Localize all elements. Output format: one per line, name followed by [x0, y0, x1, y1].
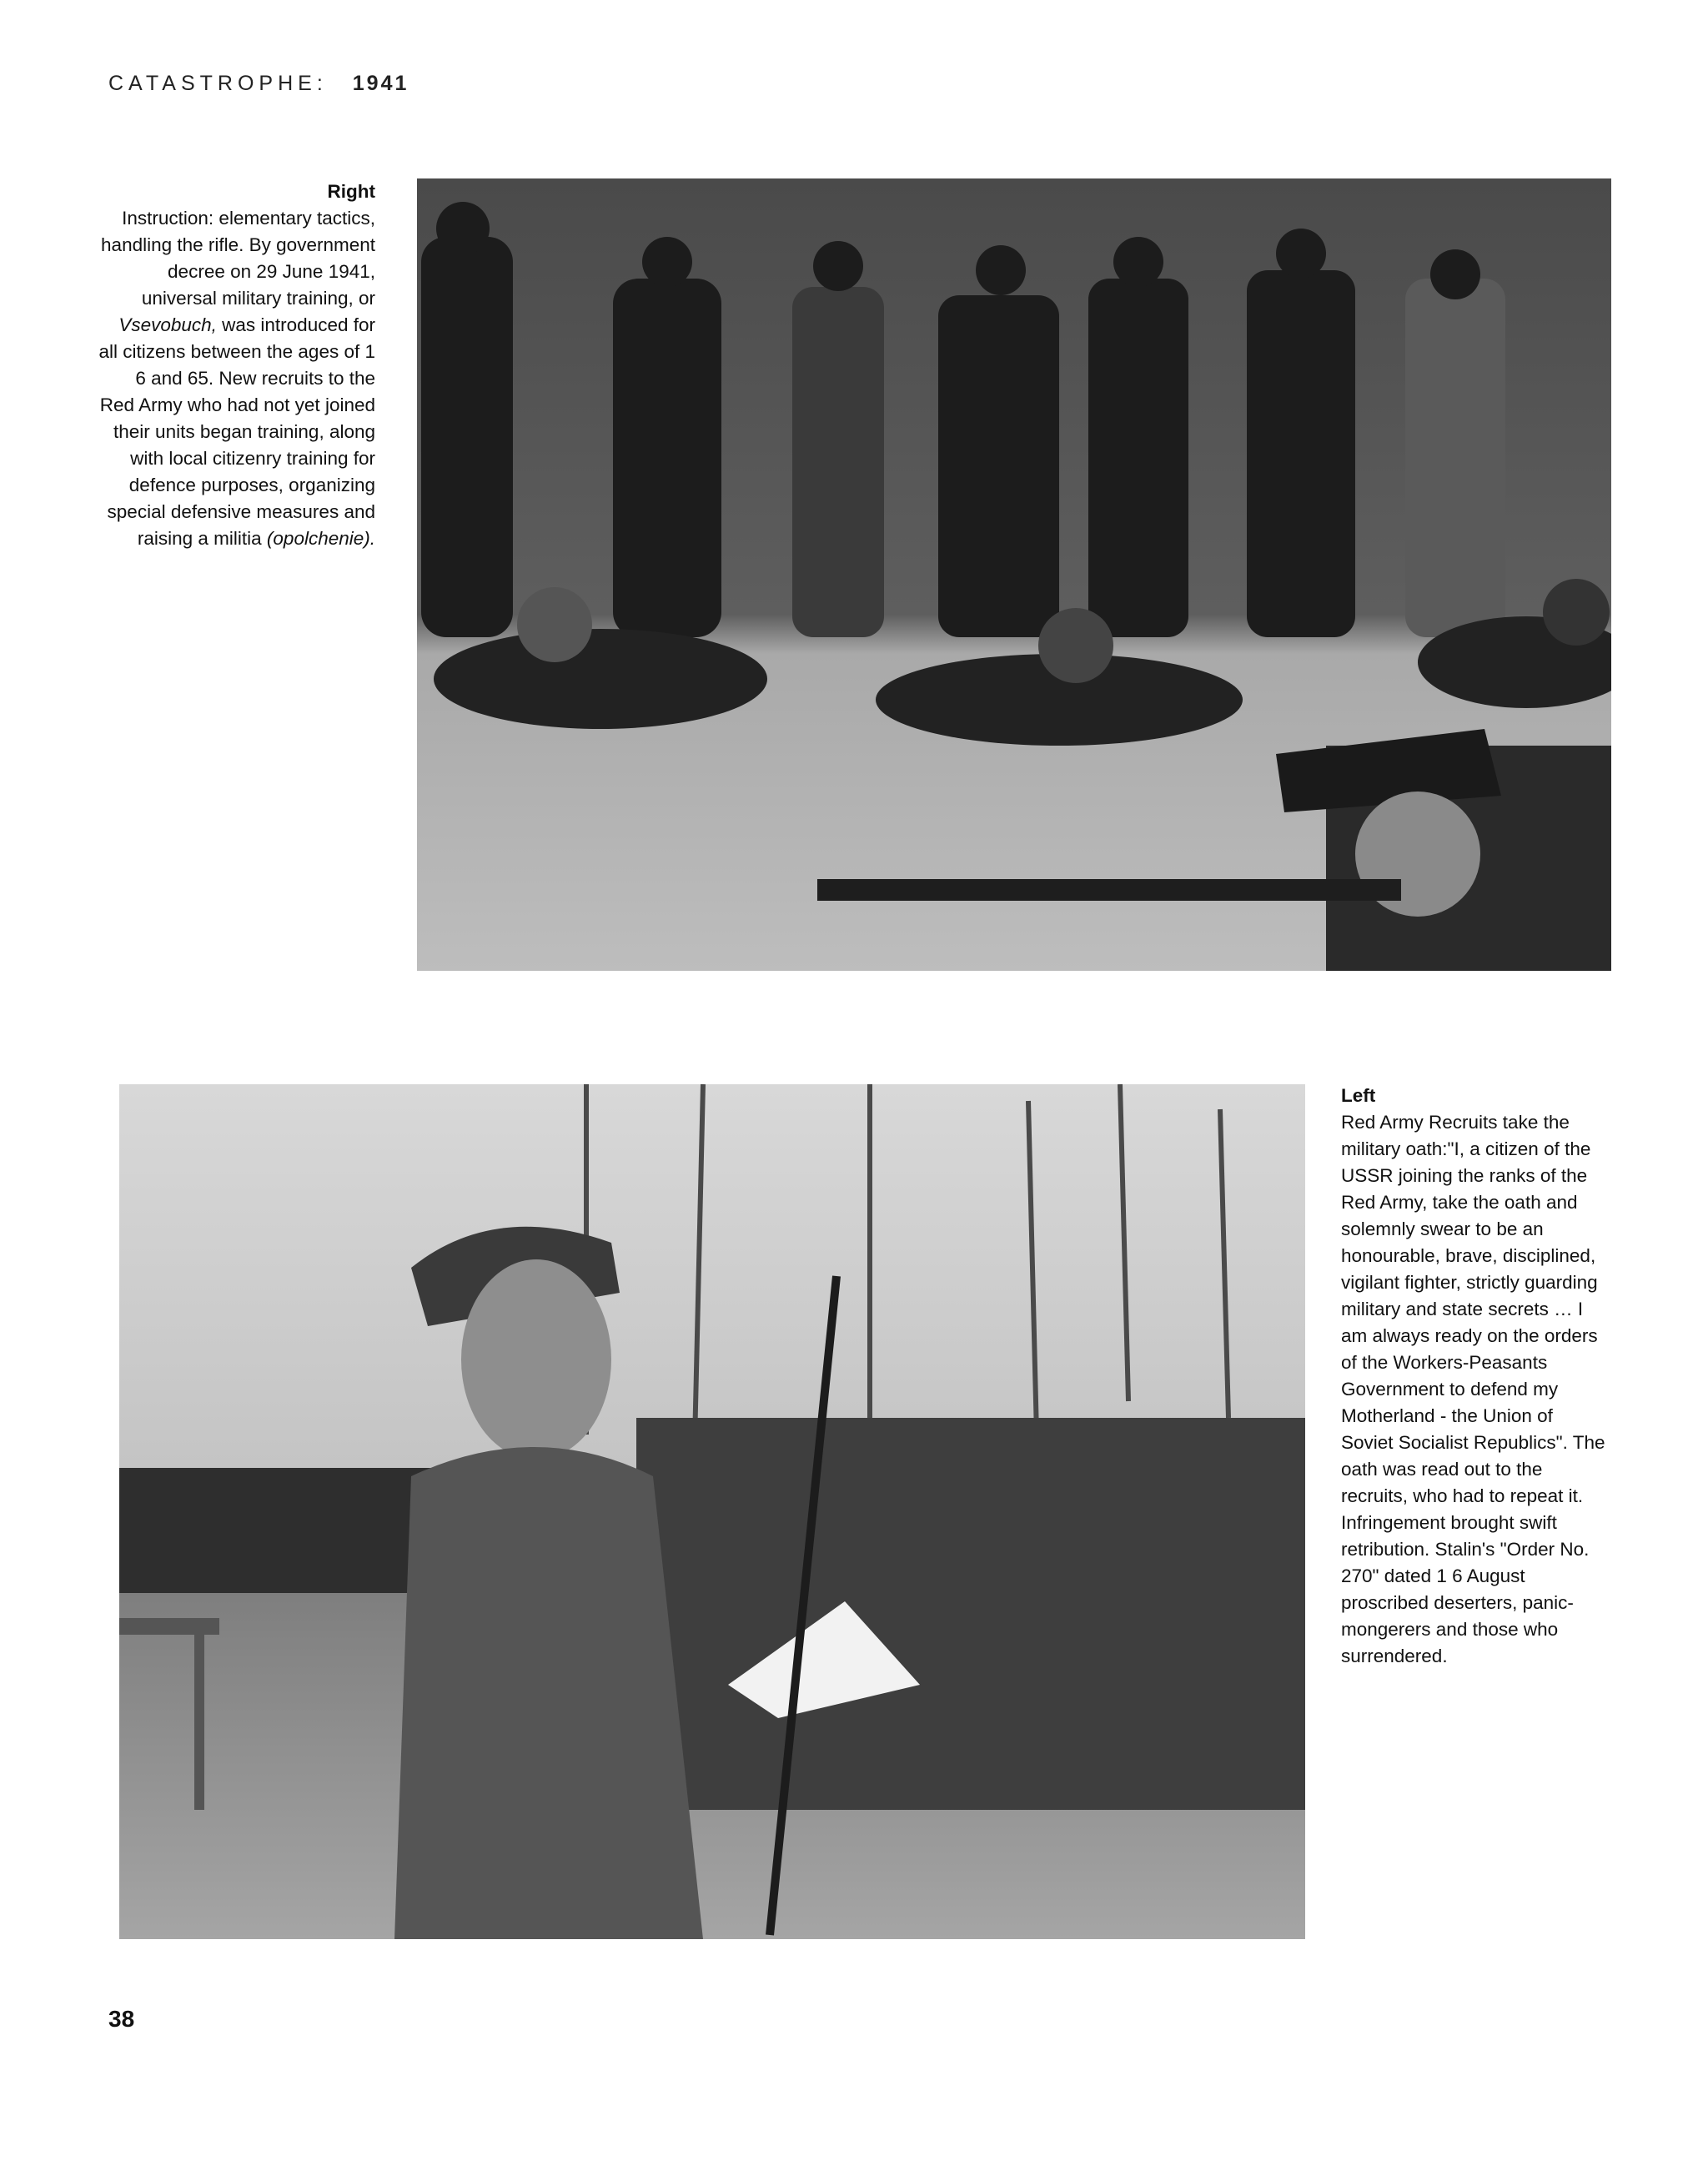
caption-rifle-training [98, 178, 375, 552]
caption-military-oath [1341, 1083, 1608, 1670]
running-head [108, 72, 409, 96]
photo-military-oath [119, 1084, 1305, 1939]
photo-military-oath-image [119, 1084, 1305, 1939]
caption-right-text-2: was introduced for all citizens between the ages of 1 6 and 65. New recruits to the Red Army who had not yet joined their units began training, along with local citizenry training for defence purposes, organizing special defensive measures and raising a militia [98, 314, 375, 549]
running-head-year: 1941 [352, 72, 409, 95]
caption-left-text: Red Army Recruits take the military oath:"I, a citizen of the USSR joining the ranks of the Red Army, take the oath and solemnly swear to be an honourable, brave, disciplined, vigilant fighter, strictly guarding military and state secrets … I am always ready on the orders of the Workers-Peasants Government to defend my Motherland - the Union of Soviet Socialist Republics". The oath was read out to the recruits, who had to repeat it. Infringement brought swift retribution. Stalin's "Order No. 270" dated 1 6 August proscribed deserters, panic-mongerers and those who surrendered. [1341, 1112, 1605, 1666]
page-number: 38 [108, 2006, 135, 2032]
caption-heading-right: Right [327, 181, 375, 202]
caption-right-term-opolchenie: (opolchenie). [266, 528, 375, 549]
caption-right-text-1: Instruction: elementary tactics, handling the rifle. By government decree on 29 June 1941, universal military training, or [101, 208, 375, 309]
caption-heading-left: Left [1341, 1085, 1376, 1106]
photo-rifle-training [417, 178, 1611, 971]
series-title: CATASTROPHE: [108, 72, 328, 95]
photo-rifle-training-image [417, 178, 1611, 971]
caption-right-term-vsevobuch: Vsevobuch, [118, 314, 217, 335]
